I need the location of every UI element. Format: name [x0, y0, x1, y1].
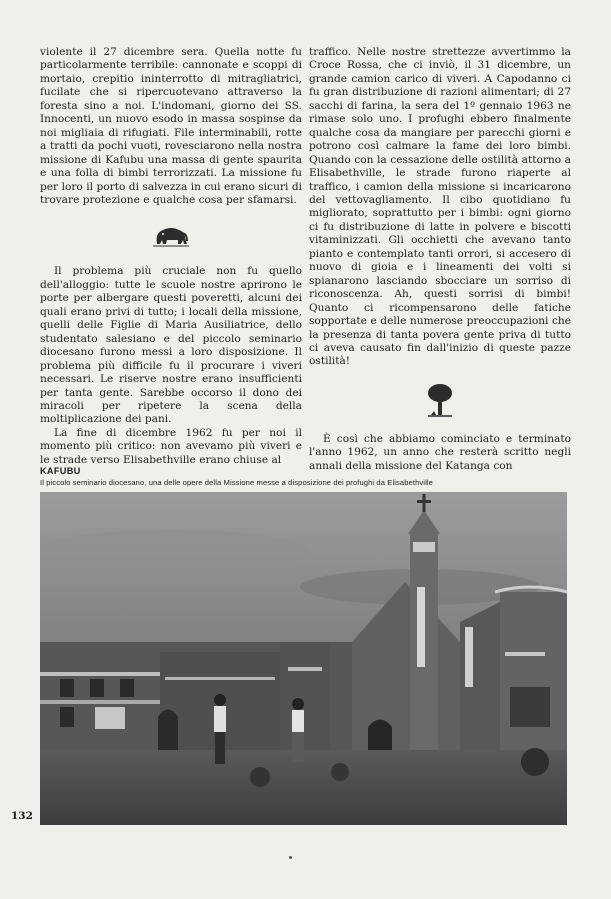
ornament-wrapper-1	[40, 207, 302, 265]
paragraph-left-1: violente il 27 dicembre sera. Quella notte fu particolarmente terribile: cannonate e scoppi di mortaio, crepitio ininterrotto di mitragliatrici, fucilate che si ripercuotevano attraverso la foresta sino a noi. L'indomani, giorno dei SS. Innocenti, un nuovo esodo in massa sospinse da noi migliaia di rifugiati. File interminabili, rotte a tratti da pochi vuoti, rovesciarono nella nostra missione di Kafubu una massa di gente spaurita e una folla di bimbi terrorizzati. La missione fu per loro il porto di salvezza in cui erano sicuri di trovare protezione e qualche cosa per sfamarsi.	[40, 46, 302, 206]
right-column	[309, 46, 571, 473]
left-column	[40, 46, 302, 467]
page-dot	[289, 856, 292, 859]
seminary-photo	[40, 492, 567, 825]
seminary-photo-image	[40, 492, 567, 825]
tree-ornament-icon	[425, 381, 455, 421]
paragraph-left-2: Il problema più cruciale non fu quello dell'alloggio: tutte le scuole nostre aprirono le porte per albergare questi poveretti, alcuni dei quali erano privi di tutto; i locali della missione, quelli delle Figlie di Maria Ausiliatrice, dello studentato salesiano e del piccolo seminario diocesano furono messi a loro disposizione. Il problema più difficile fu il procurare i viveri necessari. Le riserve nostre erano insufficienti per tanta gente. Sarebbe occorso il dono dei miracoli per ripetere la scena della moltiplicazione dei pani.	[40, 265, 302, 426]
ornament-wrapper-2	[309, 369, 571, 433]
paragraph-left-3: La fine di dicembre 1962 fu per noi il momento più critico: non avevamo più viveri e le strade verso Elisabethville erano chiuse al	[40, 426, 302, 466]
photo-caption-title: KAFUBU	[40, 466, 81, 476]
page-number: 132	[11, 810, 33, 822]
elephant-ornament-icon	[151, 221, 191, 251]
paragraph-right-1: traffico. Nelle nostre strettezze avvertimmo la Croce Rossa, che ci inviò, il 31 dicembre, un grande camion carico di viveri. A Capodanno ci fu gran distribuzione di razioni alimentari; di 27 sacchi di farina, la sera del 1º gennaio 1963 ne rimase solo uno. I profughi ebbero finalmente qualche cosa da mangiare per parecchi giorni e potrono così calmare la fame dei loro bimbi. Quando con la cessazione delle ostilità attorno a Elisabethville, le strade furono riaperte al traffico, i camion della missione si incaricarono del vettovagliamento. Il cibo quotidiano fu migliorato, soprattutto per i bimbi: ogni giorno ci fu distribuzione di latte in polvere e biscotti vitaminizzati. Gli occhietti che avevano tanto pianto e contemplato tanti orrori, si accesero di nuovo di gioia e i lineamenti dei volti si spianarono lasciando sbocciare un sorriso di riconoscenza. Ah, questi sorrisi di bimbi! Quanto ci ricompensarono delle fatiche sopportate e delle numerose preoccupazioni che la presenza di tanta povera gente priva di tutto ci aveva causato fin dall'inizio di queste pazze ostilità!	[309, 46, 571, 368]
paragraph-right-2: È così che abbiamo cominciato e terminato l'anno 1962, un anno che resterà scritto negli annali della missione del Katanga con	[309, 432, 571, 472]
photo-caption-text: Il piccolo seminario diocesano, una delle opere della Missione messe a disposizione dei profughi da Elisabethville	[40, 478, 433, 487]
